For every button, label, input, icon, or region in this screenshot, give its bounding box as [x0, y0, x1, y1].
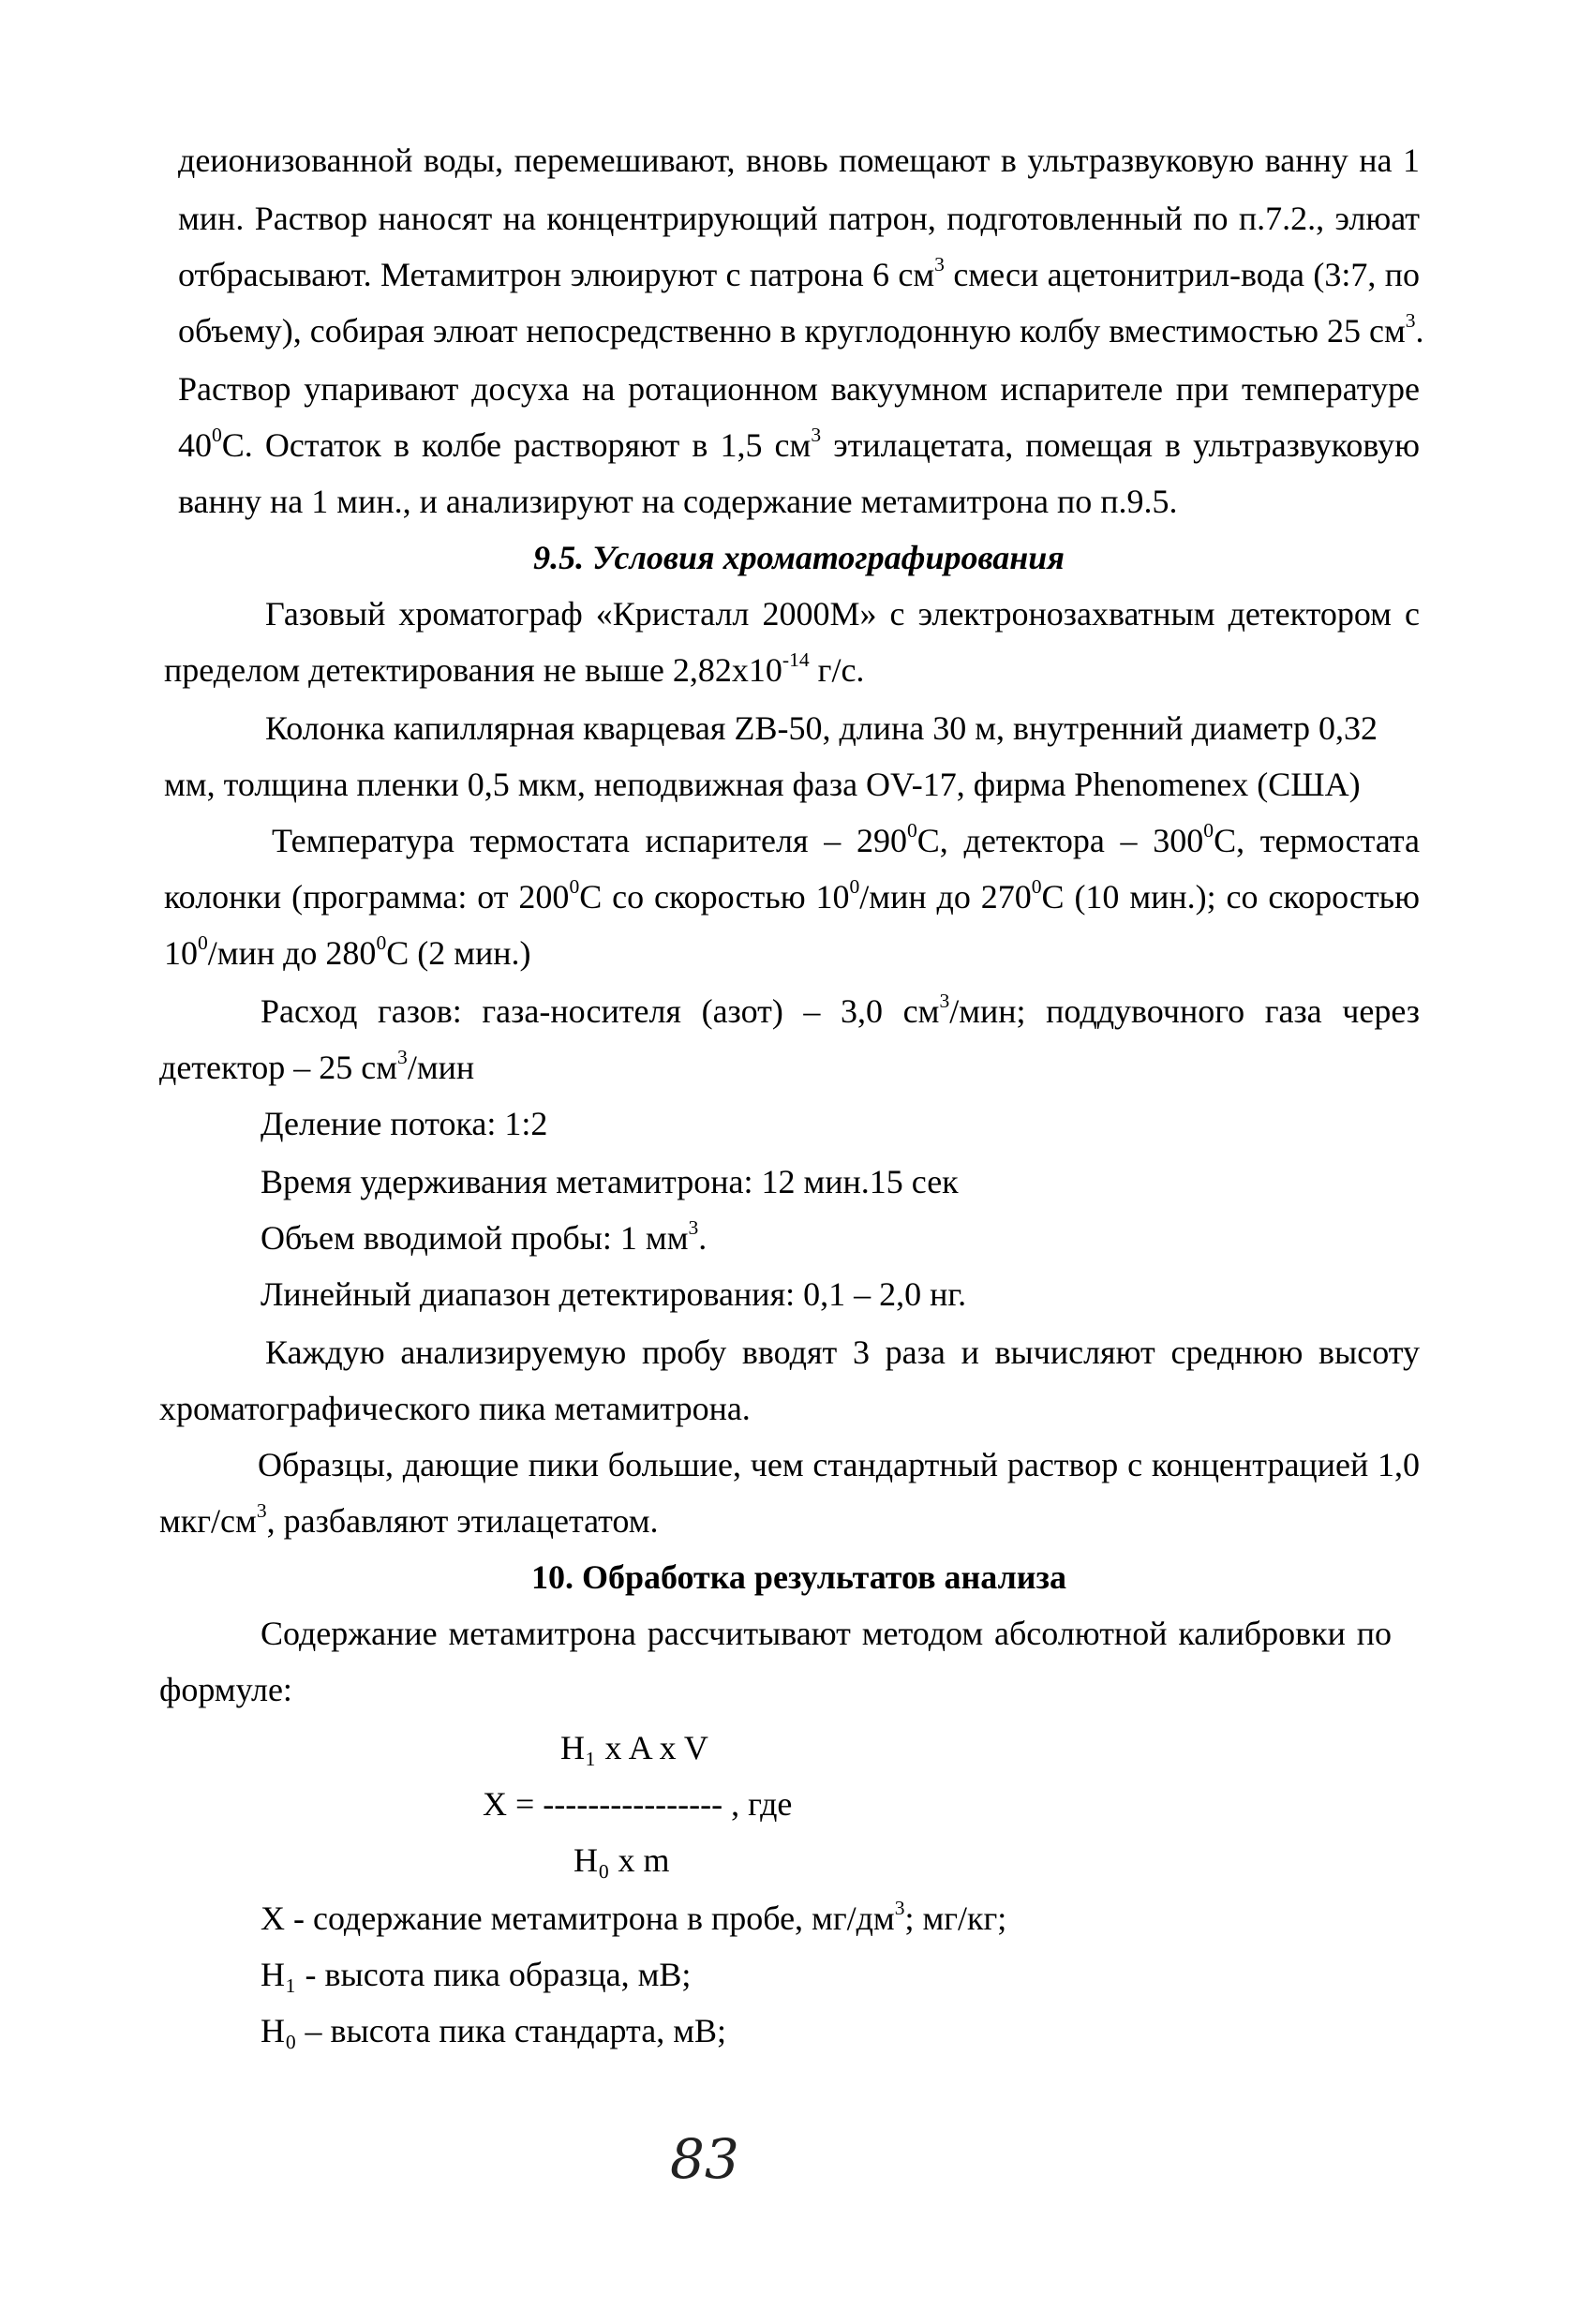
definition-line: X - содержание метамитрона в пробе, $мг/дм^3$; мг/кг; — [261, 1896, 1007, 1937]
paragraph-line: Раствор упаривают досуха на ротационном вакуумном испарителе при температуре — [178, 370, 1420, 408]
paragraph-line: мин. Раствор наносят на концентрирующий патрон, подготовленный по п.7.2., элюат — [178, 200, 1420, 237]
section-heading: 10. Обработка результатов анализа — [530, 1558, 1067, 1596]
paragraph-line: объему), собирая элюат непосредственно в круглодонную колбу вместимостью 25 $см^3$. — [178, 308, 1424, 350]
paragraph-line: Колонка капиллярная кварцевая ZB-50, длина 30 м, внутренний диаметр 0,32 — [265, 709, 1378, 747]
paragraph-line: мм, толщина пленки 0,5 мкм, неподвижная фаза OV-17, фирма Phenomenex (США) — [164, 766, 1361, 803]
formula-equation: X = ---------------- , где — [483, 1785, 793, 1823]
paragraph-line: хроматографического пика метамитрона. — [159, 1390, 751, 1427]
paragraph-line: пределом детектирования не выше $2,82х10^{-14}$ г/с. — [164, 648, 865, 689]
paragraph-line: ванну на 1 мин., и анализируют на содержание метамитрона по п.9.5. — [178, 483, 1178, 520]
paragraph-line: мкг/$см^3$, разбавляют этилацетатом. — [159, 1498, 659, 1540]
paragraph-line: Содержание метамитрона рассчитывают методом абсолютной калибровки по — [261, 1615, 1392, 1652]
paragraph-line: $40^0С$. Остаток в колбе растворяют в 1,5 $см^3$ этилацетата, помещая в ультразвуковую — [178, 423, 1420, 464]
paragraph-line: Расход газов: газа-носителя (азот) – 3,0 $см^3$/мин; поддувочного газа через — [261, 989, 1420, 1030]
paragraph-line: формуле: — [159, 1671, 292, 1708]
paragraph-line: Линейный диапазон детектирования: 0,1 – 2,0 нг. — [261, 1275, 967, 1313]
definition-line: H₀ – высота пика стандарта, мВ; — [261, 2012, 727, 2049]
paragraph-line: Время удерживания метамитрона: 12 мин.15 сек — [261, 1163, 959, 1200]
paragraph-line: Образцы, дающие пики большие, чем стандартный раствор с концентрацией 1,0 — [258, 1446, 1420, 1483]
paragraph-line: Газовый хроматограф «Кристалл 2000М» с электронозахватным детектором с — [265, 595, 1420, 633]
formula-numerator: H₁ x A x V — [560, 1729, 708, 1766]
section-heading: 9.5. Условия хроматографирования — [533, 539, 1065, 576]
paragraph-line: отбрасывают. Метамитрон элюируют с патрона 6 $см^3$ смеси ацетонитрил-вода (3:7, по — [178, 252, 1421, 293]
paragraph-line: детектор – 25 $см^3$/мин — [159, 1045, 475, 1086]
paragraph-line: Объем вводимой пробы: 1 $мм^3$. — [261, 1215, 708, 1257]
paragraph-line: колонки (программа: от $200^0С$ со скоростью $10^0$/мин до $270^0С$ (10 мин.); со скоростью — [164, 874, 1420, 916]
paragraph-line: деионизованной воды, перемешивают, вновь помещают в ультразвуковую ванну на 1 — [178, 142, 1420, 179]
page-number: 83 — [670, 2127, 739, 2191]
paragraph-line: Температура термостата испарителя – $290^0С$, детектора – $300^0С$, термостата — [272, 818, 1420, 859]
definition-line: H₁ - высота пика образца, мВ; — [261, 1956, 692, 1993]
formula-denominator: H₀ x m — [574, 1841, 670, 1879]
paragraph-line: $10^0$/мин до $280^0С$ (2 мин.) — [164, 931, 531, 972]
paragraph-line: Деление потока: 1:2 — [261, 1105, 548, 1142]
paragraph-line: Каждую анализируемую пробу вводят 3 раза и вычисляют среднюю высоту — [265, 1333, 1420, 1371]
